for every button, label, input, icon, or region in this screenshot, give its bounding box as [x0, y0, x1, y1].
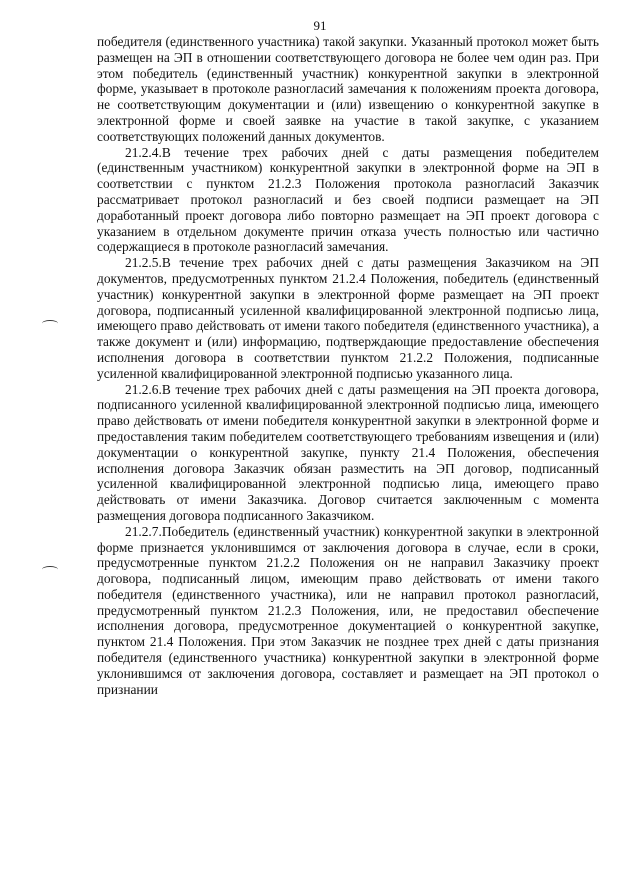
paragraph-21-2-5: 21.2.5.В течение трех рабочих дней с даты размещения Заказчиком на ЭП документов, предусмотренных пунктом 21.2.4 Положения, победитель (единственный участник) конкурентной закупки в электронной форме размещает на ЭП проект договора, подписанный усиленной квалифицированной электронной подписью лица, имеющего право действовать от имени такого победителя (единственного участника), а также документ и (или) информацию, подтверждающие предоставление обеспечения исполнения договора в соответствии пунктом 21.2.2 Положения, подписанные усиленной квалифицированной электронной подписью указанного лица. — [97, 255, 599, 381]
margin-mark-2 — [42, 566, 58, 573]
page-number: 91 — [313, 18, 327, 33]
paragraph-continuation: победителя (единственного участника) такой закупки. Указанный протокол может быть размещен на ЭП в отношении соответствующего договора не более чем один раз. При этом победитель (единственный участник) конкурентной закупки в электронной форме, указывает в протоколе разногласий замечания к положениям проекта договора, не соответствующим документации и (или) извещению о конкурентной закупке в электронной форме и своей заявке на участие в такой закупке, с указанием соответствующих положений данных документов. — [97, 34, 599, 144]
paragraph-21-2-4: 21.2.4.В течение трех рабочих дней с даты размещения победителем (единственным участником) конкурентной закупки в электронной форме на ЭП в соответствии с пунктом 21.2.3 Положения протокола разногласий Заказчик рассматривает протокол разногласий и без своей подписи размещает на ЭП доработанный проект договора либо повторно размещает на ЭП проект договора с указанием в отдельном документе причин отказа учесть полностью или частично содержащиеся в протоколе разногласий замечания. — [97, 144, 599, 255]
margin-mark-1 — [42, 320, 58, 327]
document-body — [97, 34, 599, 697]
paragraph-21-2-7: 21.2.7.Победитель (единственный участник) конкурентной закупки в электронной форме признается уклонившимся от заключения договора в случае, если в сроки, предусмотренные пунктом 21.2.2 Положения он не направил Заказчику проект договора, подписанный лицом, имеющим право действовать от имени такого победителя (единственного участника), или не направил протокол разногласий, предусмотренный пунктом 21.2.3 Положения, или, не предоставил обеспечение исполнения договора, предусмотренное документацией о конкурентной закупке, пунктом 21.4 Положения. При этом Заказчик не позднее трех дней с даты признания победителя (единственного участника) конкурентной закупки в электронной форме уклонившимся от заключения договора, составляет и размещает на ЭП протокол о признании — [97, 523, 599, 697]
paragraph-21-2-6: 21.2.6.В течение трех рабочих дней с даты размещения на ЭП проекта договора, подписанного усиленной квалифицированной электронной подписью лица, имеющего право действовать от имени победителя конкурентной закупки в электронной форме и предоставления таким победителем соответствующего требованиям извещения и (или) документации о конкурентной закупке, пункту 21.4 Положения, обеспечения исполнения договора Заказчик обязан разместить на ЭП договор, подписанный усиленной квалифицированной электронной подписью лица, имеющего право действовать от имени Заказчика. Договор считается заключенным с момента размещения договора подписанного Заказчиком. — [97, 381, 599, 523]
